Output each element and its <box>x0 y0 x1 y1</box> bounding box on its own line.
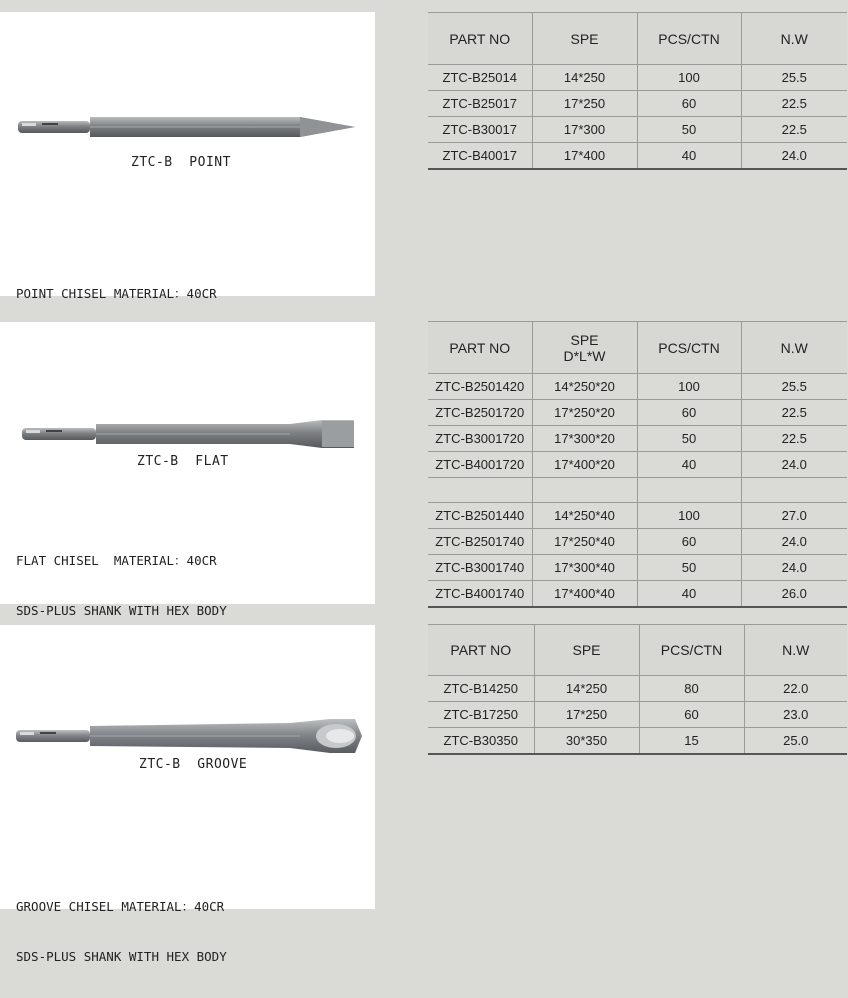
cell-spe: 14*250*40 <box>532 503 637 529</box>
cell-pcs-ctn: 15 <box>639 728 744 755</box>
cell-nw: 25.5 <box>741 65 847 91</box>
cell-nw: 22.5 <box>741 400 847 426</box>
cell-pcs-ctn: 60 <box>637 529 741 555</box>
cell-spe: 17*400 <box>532 143 637 170</box>
cell-part-no: ZTC-B2501720 <box>428 400 532 426</box>
cell-nw: 24.0 <box>741 452 847 478</box>
cell-pcs-ctn: 50 <box>637 117 741 143</box>
cell-pcs-ctn: 60 <box>637 400 741 426</box>
empty-cell <box>532 478 637 503</box>
header-spe <box>532 322 637 374</box>
table-row <box>428 728 847 755</box>
point-chisel-image <box>0 112 375 146</box>
cell-part-no: ZTC-B3001740 <box>428 555 532 581</box>
cell-nw: 22.0 <box>744 676 847 702</box>
cell-part-no: ZTC-B4001740 <box>428 581 532 608</box>
header-pcs-ctn: PCS/CTN <box>639 625 744 676</box>
cell-pcs-ctn: 40 <box>637 452 741 478</box>
point-chisel-panel <box>0 12 375 301</box>
cell-part-no: ZTC-B3001720 <box>428 426 532 452</box>
cell-pcs-ctn: 100 <box>637 65 741 91</box>
cell-part-no: ZTC-B17250 <box>428 702 534 728</box>
cell-nw: 24.0 <box>741 529 847 555</box>
table-row <box>428 374 847 400</box>
table-row <box>428 529 847 555</box>
point-description-line: POINT CHISEL MATERIAL：40CR <box>16 286 217 301</box>
cell-spe: 17*250*40 <box>532 529 637 555</box>
cell-nw: 25.0 <box>744 728 847 755</box>
empty-cell <box>741 478 847 503</box>
groove-chisel-image <box>0 717 375 757</box>
flat-description-line: FLAT CHISEL MATERIAL：40CR <box>16 553 217 568</box>
groove-description <box>16 866 227 998</box>
cell-nw: 24.0 <box>741 143 847 170</box>
cell-spe: 17*250*20 <box>532 400 637 426</box>
cell-pcs-ctn: 60 <box>639 702 744 728</box>
cell-nw: 22.5 <box>741 426 847 452</box>
table-row-separator <box>428 478 847 503</box>
cell-part-no: ZTC-B40017 <box>428 143 532 170</box>
cell-pcs-ctn: 80 <box>639 676 744 702</box>
groove-description-line: GROOVE CHISEL MATERIAL：40CR <box>16 899 225 914</box>
table-row <box>428 143 847 170</box>
point-spec-table <box>428 12 847 170</box>
cell-spe: 17*300*20 <box>532 426 637 452</box>
table-row <box>428 426 847 452</box>
cell-spe: 17*250 <box>534 702 639 728</box>
table-row <box>428 676 847 702</box>
table-row <box>428 503 847 529</box>
header-part-no: PART NO <box>428 322 532 374</box>
flat-chisel-panel <box>0 322 375 618</box>
cell-part-no: ZTC-B14250 <box>428 676 534 702</box>
table-row <box>428 702 847 728</box>
cell-nw: 24.0 <box>741 555 847 581</box>
table-row <box>428 65 847 91</box>
header-nw: N.W <box>741 322 847 374</box>
cell-spe: 14*250*20 <box>532 374 637 400</box>
cell-spe: 17*300*40 <box>532 555 637 581</box>
cell-pcs-ctn: 100 <box>637 374 741 400</box>
header-spe-label: SPE <box>570 331 599 348</box>
cell-spe: 17*300 <box>532 117 637 143</box>
cell-part-no: ZTC-B4001720 <box>428 452 532 478</box>
groove-description-line: SDS-PLUS SHANK WITH HEX BODY <box>16 948 227 964</box>
cell-part-no: ZTC-B2501440 <box>428 503 532 529</box>
cell-spe: 17*400*20 <box>532 452 637 478</box>
header-pcs-ctn: PCS/CTN <box>637 13 741 65</box>
flat-spec-table <box>428 321 847 608</box>
header-spe: SPE <box>532 13 637 65</box>
groove-spec-table <box>428 624 847 755</box>
cell-nw: 22.5 <box>741 117 847 143</box>
cell-nw: 25.5 <box>741 374 847 400</box>
flat-chisel-image <box>0 419 375 453</box>
empty-cell <box>428 478 532 503</box>
cell-nw: 22.5 <box>741 91 847 117</box>
cell-nw: 23.0 <box>744 702 847 728</box>
header-nw: N.W <box>741 13 847 65</box>
header-part-no: PART NO <box>428 625 534 676</box>
table-row <box>428 581 847 608</box>
empty-cell <box>637 478 741 503</box>
cell-nw: 26.0 <box>741 581 847 608</box>
table-row <box>428 117 847 143</box>
cell-pcs-ctn: 60 <box>637 91 741 117</box>
cell-spe: 14*250 <box>534 676 639 702</box>
groove-chisel-panel <box>0 625 375 964</box>
cell-pcs-ctn: 50 <box>637 426 741 452</box>
header-spe-sub: D*L*W <box>563 347 606 364</box>
flat-description-line: SDS-PLUS SHANK WITH HEX BODY <box>16 602 227 618</box>
cell-pcs-ctn: 100 <box>637 503 741 529</box>
cell-part-no: ZTC-B30017 <box>428 117 532 143</box>
header-pcs-ctn: PCS/CTN <box>637 322 741 374</box>
cell-part-no: ZTC-B30350 <box>428 728 534 755</box>
point-model-label: ZTC-B POINT <box>131 155 231 170</box>
cell-spe: 30*350 <box>534 728 639 755</box>
table-row <box>428 400 847 426</box>
cell-spe: 14*250 <box>532 65 637 91</box>
cell-pcs-ctn: 40 <box>637 143 741 170</box>
groove-model-label: ZTC-B GROOVE <box>139 757 248 772</box>
cell-pcs-ctn: 50 <box>637 555 741 581</box>
cell-nw: 27.0 <box>741 503 847 529</box>
cell-part-no: ZTC-B25014 <box>428 65 532 91</box>
cell-pcs-ctn: 40 <box>637 581 741 608</box>
cell-spe: 17*250 <box>532 91 637 117</box>
table-row <box>428 555 847 581</box>
cell-part-no: ZTC-B25017 <box>428 91 532 117</box>
table-row <box>428 452 847 478</box>
table-row <box>428 91 847 117</box>
header-part-no: PART NO <box>428 13 532 65</box>
flat-model-label: ZTC-B FLAT <box>137 454 229 469</box>
header-spe: SPE <box>534 625 639 676</box>
cell-part-no: ZTC-B2501740 <box>428 529 532 555</box>
header-nw: N.W <box>744 625 847 676</box>
cell-part-no: ZTC-B2501420 <box>428 374 532 400</box>
cell-spe: 17*400*40 <box>532 581 637 608</box>
